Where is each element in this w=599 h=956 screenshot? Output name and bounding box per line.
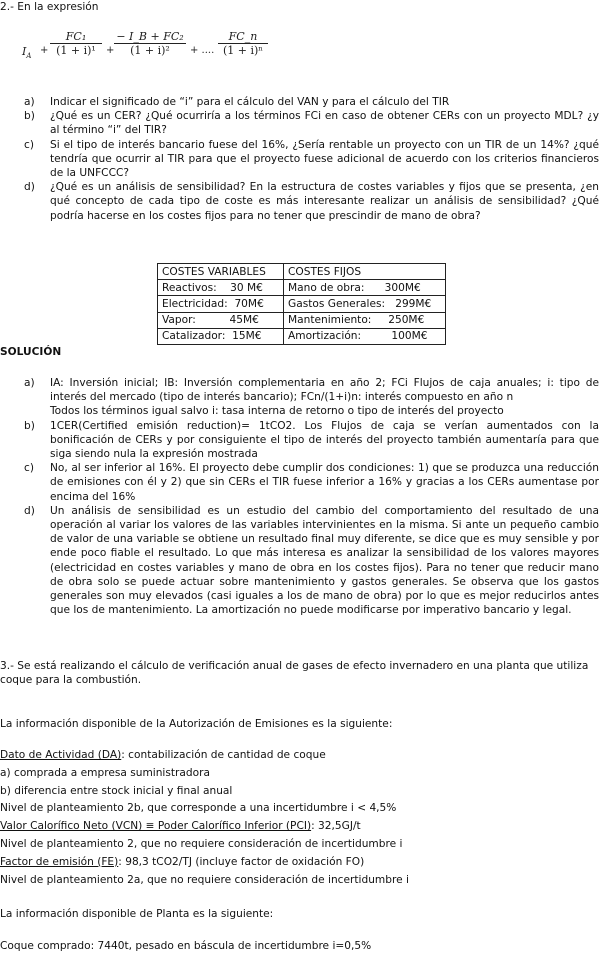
formula-term: $\frac{FC\_n}{\text{(1 + i)ⁿ}}$	[218, 30, 268, 58]
table-cell: Mantenimiento: 250M€	[284, 312, 446, 328]
list-item: b) 1CER(Certified emisión reduction)= 1tCO2. Los Flujos de caja se verían aumentados con la bonificación de CERs y por consiguiente el tipo de interés del proyecto también aumentaría para que siga siendo nula la expresión mostrada	[24, 419, 599, 461]
detail-line: b) diferencia entre stock inicial y final anual	[0, 784, 233, 797]
list-item: d) ¿Qué es un análisis de sensibilidad? En la estructura de costes variables y fijos que se presenta, ¿en qué concepto de cada tipo de coste es más interesante realizar un análisis de sensibilidad? ¿Qué podría hacerse en los costes fijos para no tener que prescindir de mano de obra?	[24, 181, 599, 222]
question-2-list	[0, 95, 599, 223]
detail-line: Valor Calorífico Neto (VCN) ≡ Poder Calorífico Inferior (PCI): 32,5GJ/t	[0, 820, 361, 833]
detail-line: Dato de Actividad (DA): contabilización de cantidad de coque	[0, 749, 326, 761]
authorization-details	[0, 747, 409, 889]
table-cell: COSTES FIJOS	[284, 264, 446, 280]
formula-operator: +	[40, 45, 49, 56]
list-item: b) ¿Qué es un CER? ¿Qué ocurriría a los términos FCi en caso de obtener CERs con un proyecto MDL? ¿y al término “i” del TIR?	[24, 110, 599, 137]
list-item: a) IA: Inversión inicial; IB: Inversión complementaria en año 2; FCi Flujos de caja anuales; i: tipo de interés del mercado (tipo de interés bancario); FCn/(1+i)n: interés compuesto en año n Todos los términos igual salvo i: tasa interna de retorno o tipo de interés del proyecto	[24, 377, 599, 418]
table-cell: COSTES VARIABLES	[158, 264, 284, 280]
question-3-intro: 3.- Se está realizando el cálculo de verificación anual de gases de efecto invernadero en una planta que utiliza coque para la combustión.	[0, 660, 589, 687]
table-cell: Gastos Generales: 299M€	[284, 296, 446, 312]
list-item: a) Indicar el significado de “i” para el cálculo del VAN y para el cálculo del TIR	[24, 96, 450, 108]
formula-term: $\frac{\text{− I\_B + FC₂}}{\text{(1 + i)²}}$	[114, 30, 186, 58]
table-cell: Reactivos: 30 M€	[158, 280, 284, 296]
table-row	[158, 280, 446, 296]
table-cell: Amortización: 100M€	[284, 328, 446, 344]
list-item: c) Si el tipo de interés bancario fuese del 16%, ¿Sería rentable un proyecto con un TIR de un 14%? ¿qué tendría que ocurrir al TIR para que el proyecto fuese adicional de acuerdo con los criterios financieros de la UNFCCC?	[24, 138, 599, 180]
formula-operator: + ....	[190, 45, 215, 56]
plant-detail: Coque comprado: 7440t, pesado en báscula de incertidumbre i=0,5%	[0, 940, 372, 952]
detail-line: Nivel de planteamiento 2a, que no requiere consideración de incertidumbre i	[0, 873, 409, 886]
detail-line: Nivel de planteamiento 2, que no requiere consideración de incertidumbre i	[0, 837, 403, 850]
table-row	[158, 296, 446, 312]
formula-operator: +	[106, 45, 115, 56]
table-cell: Electricidad: 70M€	[158, 296, 284, 312]
npv-formula	[22, 30, 262, 70]
detail-line: a) comprada a empresa suministradora	[0, 766, 210, 779]
formula-lhs: $I_A$	[22, 45, 32, 61]
solution-label: SOLUCIÓN	[0, 346, 62, 358]
table-cell: Vapor: 45M€	[158, 312, 284, 328]
question-2-heading: 2.- En la expresión	[0, 1, 99, 13]
list-item: c) No, al ser inferior al 16%. El proyecto debe cumplir dos condiciones: 1) que se produzca una reducción de emisiones con él y 2) que sin CERs el TIR fuese inferior a 16% y gracias a los CERs aumentase por encima del 16%	[24, 462, 599, 503]
table-cell: Mano de obra: 300M€	[284, 280, 446, 296]
plant-heading: La información disponible de Planta es la siguiente:	[0, 908, 274, 920]
table-cell: Catalizador: 15M€	[158, 328, 284, 344]
detail-line: Factor de emisión (FE): 98,3 tCO2/TJ (incluye factor de oxidación FO)	[0, 855, 365, 868]
list-item: d) Un análisis de sensibilidad es un estudio del cambio del comportamiento del resultado de una operación al variar los valores de las variables intervinientes en la misma. Si ante un pequeño cambio de valor de una variable se obtiene un resultado final muy diferente, se dice que es muy sensible y por ende poco fiable el resultado. Lo que más interesa es analizar la sensibilidad de los valores mayores (electricidad en costes variables y mano de obra en los costes fijos). Para no tener que reducir mano de obra solo se puede actuar sobre mantenimiento y gastos generales. Se observa que los gastos generales son muy elevados (casi iguales a los de mano de obra) por lo que es mejor reducirlos antes que los de mantenimiento. La amortización no puede modificarse por imperativo bancario y legal.	[24, 504, 599, 617]
detail-line: Nivel de planteamiento 2b, que corresponde a una incertidumbre i < 4,5%	[0, 802, 397, 815]
table-row	[158, 264, 446, 280]
table-row	[158, 328, 446, 344]
solution-list	[0, 376, 599, 617]
cost-table	[157, 263, 446, 345]
formula-term: $\frac{\text{FC₁}}{\text{(1 + i)¹}}$	[50, 30, 102, 58]
table-row	[158, 312, 446, 328]
authorization-heading: La información disponible de la Autorización de Emisiones es la siguiente:	[0, 718, 393, 730]
